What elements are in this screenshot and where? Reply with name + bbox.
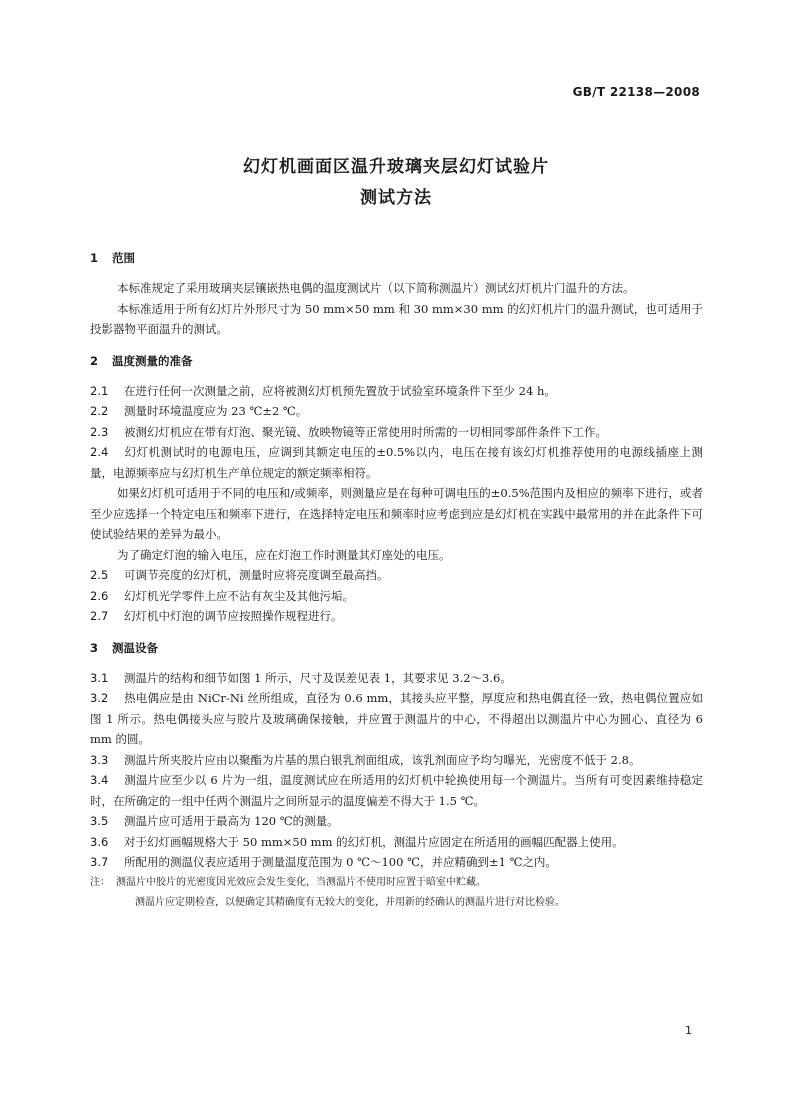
note-text: 测温片中胶片的光密度因光效应会发生变化，当测温片不使用时应置于暗室中贮藏。 <box>116 876 486 888</box>
clause-number: 3.1 <box>90 670 109 685</box>
clause-number: 2.5 <box>90 568 109 582</box>
document-subtitle: 测试方法 <box>360 188 432 208</box>
clause-number: 2.4 <box>90 445 109 459</box>
clause-text: 测温片应至少以 6 片为一组，温度测试应在所适用的幻灯机中轮换使用每一个测温片。当所有可变因素维持稳定时，在所确定的一组中任两个测温片之间所显示的温度偏差不得大于 1.5 ℃。 <box>90 773 703 808</box>
clause-text: 在进行任何一次测量之前，应将被测幻灯机预先置放于试验室环境条件下至少 24 h。 <box>124 383 556 398</box>
clause-3-3 <box>90 750 703 771</box>
note <box>90 873 703 893</box>
clause-number: 2.6 <box>90 588 109 603</box>
clause-number: 3.6 <box>90 834 109 849</box>
clause-number: 2.2 <box>90 404 109 418</box>
clause-text: 幻灯机光学零件上应不沾有灰尘及其他污垢。 <box>124 588 354 603</box>
section-heading-1 <box>90 250 703 267</box>
clause-number: 3.3 <box>90 752 109 767</box>
note-continued: 测温片应定期检查，以便确定其精确度有无较大的变化，并用新的经确认的测温片进行对比检验。 <box>135 896 565 908</box>
clause-number: 2.7 <box>90 609 109 623</box>
section-title: 温度测量的准备 <box>112 353 193 368</box>
clause-2-5 <box>90 565 703 586</box>
section-title: 范围 <box>112 251 135 265</box>
clause-text: 测温片的结构和细节如图 1 所示，尺寸及误差见表 1，其要求见 3.2～3.6。 <box>124 670 512 685</box>
standard-code: GB/T 22138—2008 <box>572 85 700 99</box>
section-number: 2 <box>90 353 99 368</box>
clause-number: 2.3 <box>90 424 109 439</box>
clause-3-4 <box>90 770 703 811</box>
clause-text: 被测幻灯机应在带有灯泡、聚光镜、放映物镜等正常使用时所需的一切相同零部件条件下工作。 <box>124 424 607 439</box>
paragraph: 本标准规定了采用玻璃夹层镶嵌热电偶的温度测试片（以下简称测温片）测试幻灯机片门温升的方法。 <box>117 281 635 295</box>
clause-text: 测温片所夹胶片应由以聚酯为片基的黑白银乳剂面组成，该乳剂面应予均匀曝光，光密度不低于 2.8。 <box>124 752 641 767</box>
clause-number: 2.1 <box>90 383 109 398</box>
clause-text: 热电偶应是由 NiCr-Ni 丝所组成，直径为 0.6 mm，其接头应平整，厚度应和热电偶直径一致，热电偶位置应如图 1 所示。热电偶接头应与胶片及玻璃确保接触，并应置于测温片的中心，不得超出以测温片中心为圆心、直径为 6 mm 的圆。 <box>90 691 703 746</box>
paragraph: 本标准适用于所有幻灯片外形尺寸为 50 mm×50 mm 和 30 mm×30 mm 的幻灯机片门的温升测试，也可适用于投影器物平面温升的测试。 <box>90 301 703 336</box>
clause-2-6 <box>90 586 703 607</box>
clause-text: 幻灯机中灯泡的调节应按照操作规程进行。 <box>124 609 343 623</box>
clause-text: 幻灯机测试时的电源电压，应调到其额定电压的±0.5%以内，电压在接有该幻灯机推荐使用的电源线插座上测量，电源频率应与幻灯机生产单位规定的额定频率相符。 <box>90 445 703 480</box>
clause-number: 3.7 <box>90 855 109 869</box>
section-number: 1 <box>90 251 99 265</box>
clause-2-1 <box>90 381 703 402</box>
clause-3-6 <box>90 832 703 853</box>
section-heading-3 <box>90 640 703 657</box>
section-heading-2 <box>90 353 703 370</box>
clause-3-7 <box>90 852 703 873</box>
clause-2-2 <box>90 401 703 422</box>
document-title: 幻灯机画面区温升玻璃夹层幻灯试验片 <box>243 157 549 177</box>
section-title: 测温设备 <box>112 640 158 655</box>
clause-number: 3.5 <box>90 814 109 828</box>
clause-number: 3.2 <box>90 691 109 705</box>
clause-text: 可调节亮度的幻灯机，测量时应将亮度调至最高挡。 <box>124 568 389 582</box>
section-number: 3 <box>90 640 99 655</box>
clause-text: 测量时环境温度应为 23 ℃±2 ℃。 <box>124 404 308 418</box>
paragraph: 为了确定灯泡的输入电压，应在灯泡工作时测量其灯座处的电压。 <box>117 547 451 562</box>
clause-text: 测温片应可适用于最高为 120 ℃的测量。 <box>124 814 339 828</box>
note-label: 注： <box>90 876 110 888</box>
document-body <box>90 250 703 913</box>
clause-3-2 <box>90 688 703 750</box>
paragraph: 如果幻灯机可适用于不同的电压和/或频率，则测量应是在每种可调电压的±0.5%范围内及相应的频率下进行，或者至少应选择一个特定电压和频率下进行，在选择特定电压和频率时应考虑到应是幻灯机在实践中最常用的并在此条件下可使试验结果的差异为最小。 <box>90 486 703 541</box>
clause-2-4 <box>90 442 703 483</box>
clause-2-7 <box>90 606 703 627</box>
clause-3-5 <box>90 811 703 832</box>
clause-2-3 <box>90 422 703 443</box>
clause-text: 所配用的测温仪表应适用于测量温度范围为 0 ℃～100 ℃，并应精确到±1 ℃之内。 <box>124 855 557 869</box>
clause-text: 对于幻灯画幅规格大于 50 mm×50 mm 的幻灯机，测温片应固定在所适用的画幅匹配器上使用。 <box>124 834 624 849</box>
clause-number: 3.4 <box>90 773 109 787</box>
page-number: 1 <box>685 1024 692 1037</box>
clause-3-1 <box>90 668 703 689</box>
